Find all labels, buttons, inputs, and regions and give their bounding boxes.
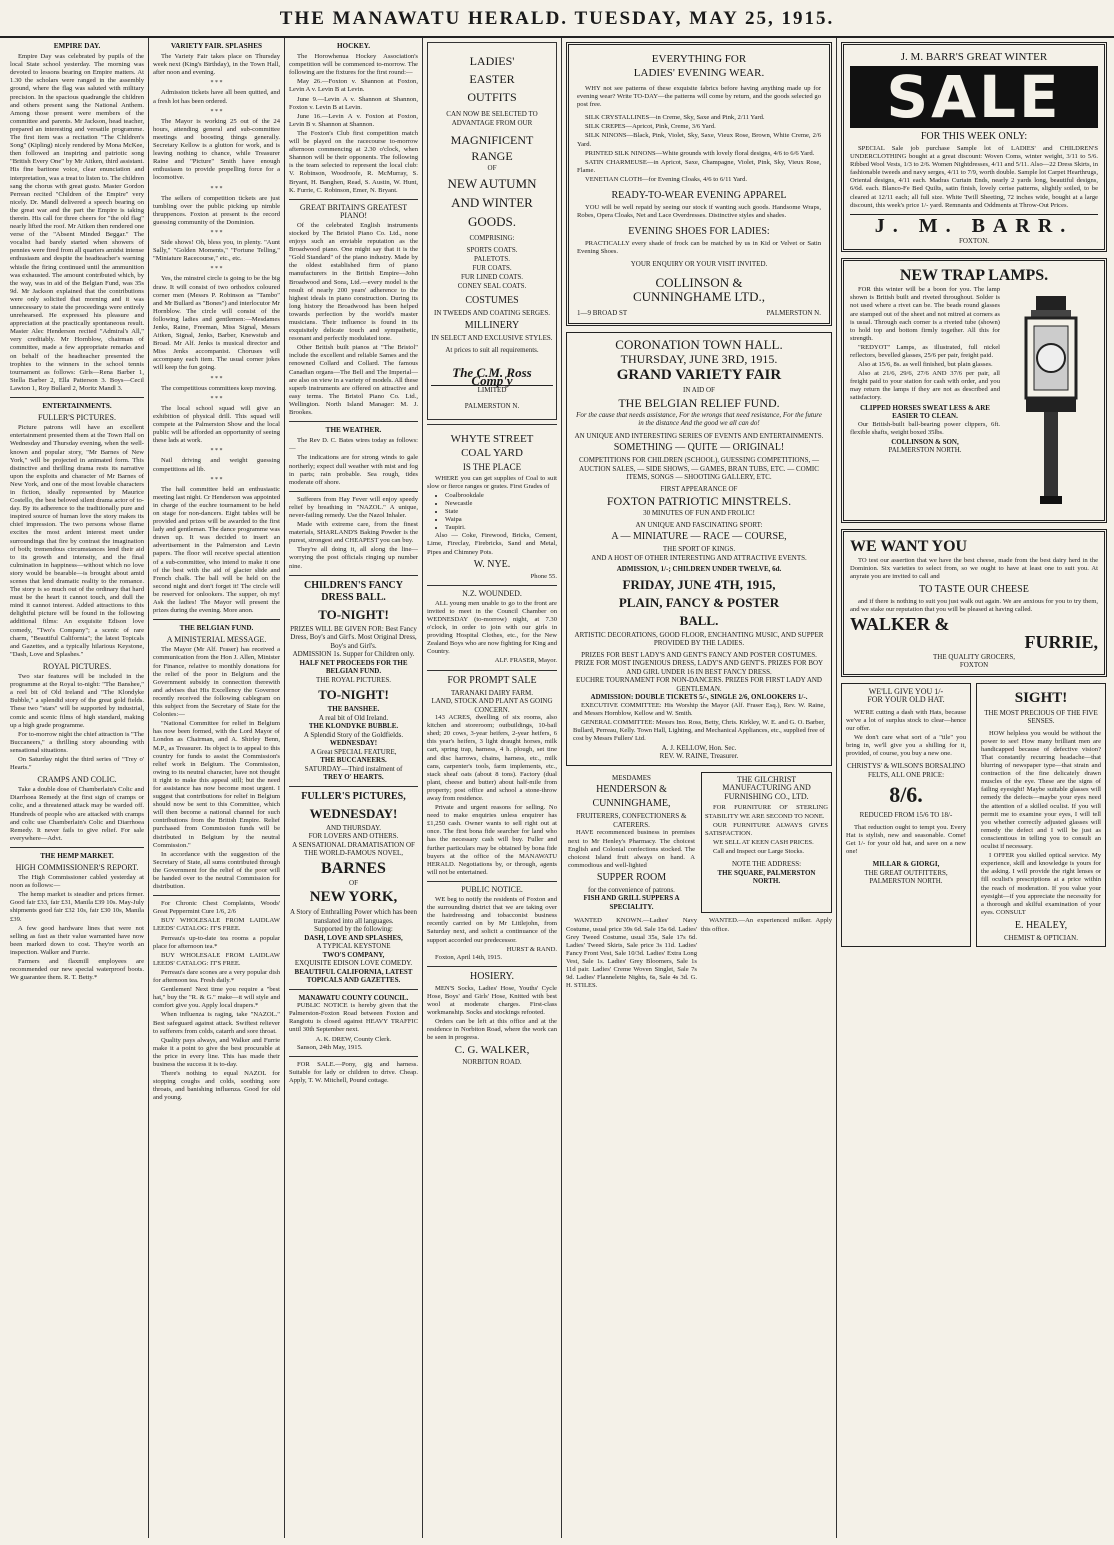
section-subheading: A MINISTERIAL MESSAGE.: [166, 635, 267, 645]
advert-line: When influenza is raging, take "NAZOL." Best safeguard against attack. Swiftest reliever to sufferers from colds, catarrh and sore throat.: [153, 1011, 280, 1035]
coal-item: • Coalbrookdale: [445, 492, 557, 500]
ad-heading: MILLINERY: [464, 319, 520, 331]
article-paragraph: 143 ACRES, dwelling of six rooms, also kitchen and storeroom; outbuildings, 10-bail shed; 20 cows, 3-year heifers, 2-year heifers, 6 this year's heifers, 3 light draught horses, milk cart, spring trap, harness, 4 h. plough, set tine and disc harrows, chains, harness, etc., milk cans, carpenter's tools, farm implements, etc., stack sheaf oats (about 8 tons). Factory (dual plant, cheese and butter) about half-mile from property; post office and school a stone-throw away from residence.: [427, 714, 557, 802]
ad-heading: FRIDAY, JUNE 4TH, 1915,: [622, 576, 776, 592]
section-subheading: CRAMPS AND COLIC.: [37, 775, 117, 785]
film-desc: SATURDAY—Third instalment of: [304, 764, 403, 773]
fabric-list: [577, 114, 821, 184]
ad-text: EXECUTIVE COMMITTEE: His Worship the Mayor (Alf. Fraser Esq.), Rev. W. Raine, and Messrs Hornblow, Kellow and W. Smith.: [573, 701, 825, 717]
film-title: TWO'S COMPANY,: [322, 950, 385, 959]
column-1: [10, 38, 144, 1538]
ad-text: HAVE recommenced business in premises next to Mr Henley's Pharmacy. The choicest English and Colonial confections stocked. The choicest Island fruit always on hand. A commodious and well-lighted: [568, 829, 695, 869]
belgian-fund-heading: THE BELGIAN FUND.: [179, 624, 254, 633]
film-desc: A Story of Enthralling Power which has been translated into all languages.: [290, 908, 417, 925]
ad-text: ADMISSION, 1/-; CHILDREN UNDER TWELVE, 6d.: [616, 565, 782, 573]
article-paragraph: WE beg to notify the residents of Foxton and the surrounding district that we are taking over the hairdressing and tobacconist business recently carried on by Mr Littlejohn, from Saturday next, and solicit a continuance of the support accorded our predecessor.: [427, 896, 557, 944]
column-6: [841, 38, 1107, 1538]
article-paragraph: Yes, the minstrel circle is going to be the big draw. It will consist of two orthodox coloured corner men (Messrs P. Robinson as "Tambo" and Mr Bullard as "Bones") and interlocutor Mr Hornblow. The circle will consist of the following ladies and gentlemen:—Mesdames Jenks, Raine, Freeman, Miss Signal, Messrs Aitken, Signal, Jenks, Barber, Knewstub and Broad. Mr Alf. Jenks is musical director and Miss Jenks accompanist. Choruses will accompany each item. The usual corner jokes will keep the fun going.: [153, 275, 280, 372]
cheese-advert: [841, 529, 1107, 676]
ross-advert: [427, 42, 557, 420]
advert-line: Gentlemen! Next time you require a "best hat," buy the "R. & G." make—it will style and comfort give you. Apply local drapers.*: [153, 986, 280, 1010]
ad-heading: J. M. BARR.: [850, 214, 1098, 234]
hemp-heading: THE HEMP MARKET.: [40, 851, 114, 860]
trap-lamp-icon: [1006, 286, 1096, 516]
article-paragraph: The indications are for strong winds to gale northerly; expect dull weather with mist and fog in parts; rain probable. Sea rough, tides moderate off shore.: [289, 454, 418, 486]
ad-heading: FOXTON PATRIOTIC MINSTRELS.: [606, 494, 792, 508]
ad-heading: THE GILCHRIST: [736, 774, 797, 784]
weather-heading: THE WEATHER.: [325, 426, 382, 435]
ad-text: FISH AND GRILL SUPPERS A SPECIALITY.: [583, 894, 680, 911]
ad-heading: RANGE: [471, 149, 513, 163]
film-title: THE KLONDYKE BUBBLE.: [308, 722, 399, 731]
ad-text: EUCHRE TOURNAMENT FOR NON-DANCERS. PRIZES FOR FIRST LADY AND GENTLEMAN.: [575, 676, 822, 693]
ad-text: MILLAR & GIORGI,: [872, 860, 940, 869]
gilchrist-advert: [701, 772, 832, 913]
ad-text: FOXTON.: [958, 236, 989, 245]
ad-text: COLLINSON & SON,: [891, 437, 959, 446]
ad-heading: GOODS.: [467, 213, 517, 229]
ad-heading: E. HEALEY,: [1014, 919, 1068, 931]
article-paragraph: In accordance with the suggestion of the Secretary of State, all sums contributed through the Government for the relief of the poor will be handed over to the neutral Commission for distribution.: [153, 850, 280, 891]
ad-heading: READY-TO-WEAR EVENING APPAREL: [611, 190, 787, 202]
ad-text: WE SELL AT KEEN CASH PRICES.: [713, 838, 814, 846]
ad-text: TO test our assertion that we have the best cheese, made from the best dairy herd in the Dominion. Six varieties to select from, so we ought to have at least one to suit you. At anyrate you are invited to call and: [850, 557, 1098, 581]
variety-fair-advert: [566, 332, 832, 766]
royal-pictures-heading: THE ROYAL PICTURES.: [316, 675, 391, 684]
ad-heading: IS THE PLACE: [462, 461, 522, 472]
article-paragraph: Picture patrons will have an excellent entertainment presented them at the Town Hall on Wednesday and Thursday evening, when the well-known and popular story, "Mr Barnes of New York," will be projected in animated form. This distinctive and thrilling drama rests its narrative upon the exploits and character of Mr Barnes of New York, and one of the most lovable characters in fiction, ideally represented by Maurice Costello, the best beloved silent drama actor of to-day. By its adherence to the traditionally pure and inspired source of human love the story makes its chief impression. The two persons whose flame excites the most ardent interest meet under surroundings that fire by contrast the imagination of both; tremendous circumstances lend their aid to its growth and intensity, and the final culmination in happiness—without which no love story would be bearable—is brought about amid scenes that lend dramatic reality to the romance. The story is so much out of the ordinary that hard must be the heart it cannot touch, and dull the mind it cannot interest. Added attractions to this delightful picture will be found in the following additional films: An exquisite Edison love comedy, "Two's Company"; a scenic of rare charm, "Beautiful California"; the latest Topicals and Gazettes, and a typically hilarious Keystone, "Dash, Love and Splashes.": [10, 424, 144, 658]
ad-heading: LADIES': [469, 54, 515, 68]
ad-text: "REDYOT" Lamps, as illustrated, full nickel reflectors, bevelled glasses, 25/6 per pair, freight paid.: [850, 343, 1000, 359]
ad-text: CHEMIST & OPTICIAN.: [1004, 933, 1078, 942]
article-paragraph: Private and urgent reasons for selling. No need to make enquiries unless enquirer has £1,250 cash. Owner wants to sell right out at once. The first bona fide searcher for land who has the necessary cash will buy. Fuller and further particulars may be obtained by bona fide buyers at the office of the MANAWATU HERALD. Negotiations by, or through, agents will not be entertained.: [427, 804, 557, 876]
coal-item: • Waipa: [445, 516, 557, 524]
article-paragraph: The hemp market is steadier and prices firmer. Good fair £33, fair £31, Manila £39 10s. May-July shipments good fair £32 10s, fair £30 10s, Manila £39.: [10, 891, 144, 923]
fullers-heading: FULLER'S PICTURES,: [301, 790, 406, 802]
ad-text: WE'RE cutting a dash with Hats, because we've a lot of surplus stock to clear—hence our offer.: [846, 708, 966, 732]
article-paragraph: Orders can be left at this office and at the residence in Norbiton Road, where the work can be seen in progress.: [427, 1018, 557, 1042]
article-paragraph: ALL young men unable to go to the front are invited to meet in the Council Chamber on WEDNESDAY (to-morrow) night, at 7.30 o'clock, in order to join with our girls in providing Hospital Clothes, etc., for the New Zealand Boys who are now fighting for King and Country.: [427, 599, 557, 656]
advert-line: HALF NET PROCEEDS FOR THE BELGIAN FUND.: [299, 658, 408, 676]
ad-text: SPECIAL Sale job purchase Sample lot of LADIES' and CHILDREN'S UNDERCLOTHING bought at a great discount: Woven Coms, winter weight, 3/11 to 5/6. Ribbed Wool Vests, 1/3 to 2/6. Women Nightdresses, 4/11 and 5/11. Also—22 Dress Skirts, in fashionable tweeds and navy serges, 4/11 to 7/9, worth double. Sample lot Carpet Hearthrugs, Oriental designs, 4/11 each. Madras Curtain Ends, nearly 2 yards long, beautiful designs, 6/6d. each. Blanco-Fe Bed Quilts, satin finish, lovely cerise patterns, slightly soiled, to be cleared at 12/11 each; all full size. White Twill Sheeting, 72 inches wide, bought at a large discount, this week's price 1/- yard. Remnants and Oddments at Throw-Out Prices.: [850, 145, 1098, 209]
ad-text: COMPRISING:: [469, 233, 515, 242]
column-3: [289, 38, 418, 1538]
column-5: [566, 38, 832, 1538]
section-subheading: PUBLIC NOTICE.: [461, 884, 523, 894]
fabric-item: SILK CRYSTALLINES—in Creme, Sky, Saxe and Pink, 2/11 Yard.: [585, 114, 765, 122]
ad-text: LIMITED: [477, 385, 507, 394]
ad-text: WHY not see patterns of these exquisite fabrics before having anything made up for evening wear? Write TO-DAY—the patterns will come by return, and the goods selected go post free.: [577, 85, 821, 109]
ad-heading: NEW TRAP LAMPS.: [899, 267, 1049, 285]
ad-text: AN UNIQUE AND INTERESTING SERIES OF EVENTS AND ENTERTAINMENTS.: [574, 431, 824, 440]
ad-text: Also at 21/6, 29/6, 27/6 AND 37/6 per pair, all freight paid to your station for cash with order, and you may return the lamps if they are not as described and satisfactory.: [850, 370, 1000, 402]
ad-heading: WALKER &: [850, 613, 950, 634]
advert-line: For Chronic Chest Complaints, Woods' Great Peppermint Cure 1/6, 2/6: [153, 900, 280, 916]
ad-heading: MAGNIFICENT: [450, 133, 534, 147]
section-subheading: ROYAL PICTURES.: [42, 661, 112, 671]
advert-line: Sufferers from Hay Fever will enjoy speedy relief by breathing in "NAZOL." A unique, never-failing remedy. Use the Nazol Inhaler.: [289, 495, 418, 519]
ad-text: At prices to suit all requirements.: [445, 346, 539, 354]
ad-text: PALMERSTON N.: [464, 402, 520, 411]
advert-line: Quality pays always, and Walker and Furrie make it a point to give the best procurable at the price in every line. This has made their business the success it is to-day.: [153, 1036, 280, 1068]
ad-heading: CORONATION TOWN HALL.: [615, 337, 783, 352]
article-paragraph: The Variety Fair takes place on Thursday week next (King's Birthday), in the Town Hall, after noon and evening.: [153, 53, 280, 77]
signature: HURST & RAND.: [506, 945, 557, 953]
advert-line: FOR SALE.—Pony, gig and harness. Suitable for lady or children to drive. Cheap. Apply, T. W. Mitchell, Pound cottage.: [289, 1060, 418, 1084]
ad-text: PALMERSTON N.: [766, 308, 821, 317]
article-paragraph: May 26.—Foxton v. Shannon at Foxton, Levin A v. Levin B at Levin.: [289, 78, 418, 94]
article-paragraph: Nail driving and weight guessing competitions ad lib.: [153, 457, 280, 473]
article-paragraph: The High Commissioner cabled yesterday at noon as follows:—: [10, 874, 144, 890]
film-desc: EXQUISITE EDISON LOVE COMEDY.: [294, 959, 413, 968]
ad-heading: BALL.: [679, 612, 719, 628]
collinson-advert: [566, 42, 832, 326]
ad-heading: WHYTE STREET: [450, 432, 534, 445]
ad-text: NOTE THE ADDRESS:: [731, 860, 802, 869]
ad-heading: COLLINSON &: [655, 274, 743, 290]
ad-heading: SIGHT!: [1014, 689, 1068, 706]
article-paragraph: The Rev D. C. Bates wires today as follows:—: [289, 437, 418, 453]
article-paragraph: Foxton, April 14th, 1915.: [435, 953, 503, 961]
ad-text: IN AID OF: [683, 386, 715, 394]
ad-text: We don't care what sort of a "tile" you bring in, we'll give you a shilling for it, provided, of course, you buy a new one.: [846, 734, 966, 758]
article-paragraph: MEN'S Socks, Ladies' Hose, Youths' Cycle Hose, Boys' and Girls' Hose, Knitted with best wool at moderate charges. First-class workmanship. Socks and stockings refooted.: [427, 984, 557, 1017]
advert-line: BUY WHOLESALE FROM LAIDLAW LEEDS' CATALOG: IT'S FREE.: [153, 917, 280, 933]
article-paragraph: On Saturday night the third series of "Trey o' Hearts.": [10, 755, 144, 772]
ad-text: Our British-built ball-bearing power clippers, 6ft. flexible shafts, weight boxed 35lbs.: [850, 420, 1000, 436]
film-title: DASH, LOVE AND SPLASHES,: [304, 933, 403, 942]
price-label: 8/6.: [889, 782, 923, 808]
ad-text: FIRST APPEARANCE OF: [660, 484, 738, 493]
barr-advert: [841, 42, 1107, 252]
article-paragraph: The Foxton's Club first competition match will be played on the racecourse to-morrow afternoon commencing at 2.30 o'clock, when Shannon will be their opponents. The following is the team selected to represent the local club: V. Robinson, Woodroofe, R. McMurray, S. Bryant, H. Banghen, Read, S. Austin, W. Hunt, K. Furrie, C. Robinson, Emer, N. Bryant.: [289, 129, 418, 194]
ad-heading: CUNNINGHAME LTD.,: [632, 288, 766, 304]
film-desc: AND THURSDAY.: [325, 823, 382, 832]
ad-text: THE SPORT OF KINGS.: [662, 545, 736, 553]
ad-heading: EASTER: [469, 72, 515, 86]
advert-line: ADMISSION 1s. Supper for Children only.: [292, 650, 415, 659]
column-rule: [422, 38, 423, 1538]
ad-heading: FOR PROMPT SALE: [447, 674, 537, 686]
ad-text: FOR FURNITURE OF STERLING STABILITY WE ARE SECOND TO NONE.: [705, 804, 828, 820]
article-paragraph: Two star features will be included in the programme at the Royal to-night: "The Banshee," a reel bit of Old Ireland and "The Klondyke Bubble," a splendid story of the great gold fields. These two "stars" will be supported by industrial, comic and scenic films of high standard, making up a high grade programme.: [10, 673, 144, 729]
advert-line: Made with extreme care, from the finest materials, SHARLAND'S Baking Powder is the purest, strongest and CHEAPEST you can buy.: [289, 521, 418, 545]
column-rule: [148, 38, 149, 1538]
article-paragraph: The sellers of competition tickets are just tumbling over the public picking up nimble thruppences. Foxton at present is the record guessing community of the Dominion.: [153, 194, 280, 226]
ad-heading: W. NYE.: [473, 558, 511, 570]
article-paragraph: The Mayor (Mr Alf. Fraser) has received a communication from the Hon J. Allen, Minister for Finance, relative to monthly donations for the relief of the poor in Belgium and the Government subsidy in connection therewith and advises that His Excellency the Governor recently received the following cablegram on this subject from the Secretary of State for the Colonies:—: [153, 646, 280, 719]
film-desc: A SENSATIONAL DRAMATISATION OF THE WORLD-FAMOUS NOVEL,: [292, 840, 415, 858]
ross-logo: The C.M. Ross Comp'y: [431, 369, 553, 386]
ad-text: MESDAMES: [612, 773, 651, 782]
ad-text: 1—9 BROAD ST: [577, 308, 628, 317]
ad-text: Also at 15/6, 8s. as well finished, but plain glasses.: [858, 361, 993, 369]
ad-heading: SOMETHING — QUITE — ORIGINAL!: [613, 442, 785, 453]
ad-text: AND A HOST OF OTHER INTERESTING AND ATTRACTIVE EVENTS.: [591, 553, 807, 562]
wednesday-heading: WEDNESDAY!: [309, 805, 398, 821]
ad-text: Call and Inspect our Large Stocks.: [713, 847, 805, 855]
hat-advert: [841, 683, 971, 948]
ad-text: I OFFER you skilled optical service. My experience, skill and knowledge is yours for the asking. I will provide the right lenses or fill oculist's prescriptions at a price within the reach of moderation. If you value your eyesight—if you appreciate the necessity for a thorough and skilful examination of your eyes. CONSULT: [981, 852, 1101, 916]
ad-heading: PLAIN, FANCY & POSTER: [618, 594, 780, 610]
fancy-dress-heading: CHILDREN'S FANCY DRESS BALL.: [304, 579, 403, 603]
trap-lamp-advert: [841, 258, 1107, 523]
garment-item: SPORTS COATS.: [466, 246, 518, 254]
ad-heading: HOSIERY.: [470, 970, 514, 982]
ad-text: PRACTICALLY every shade of frock can be matched by us in Kid or Velvet or Satin Evening Shoes.: [577, 240, 821, 256]
fabric-item: SILK NINONS—Black, Pink, Violet, Sky, Saxe, Vieux Rose, Brown, White Creme, 2/6 Yard.: [577, 132, 821, 148]
film-title: THE BANSHEE.: [327, 705, 380, 714]
ad-text: Also — Coke, Firewood, Bricks, Cement, Lime, Fireclay, Firebricks, Sand and Metal, Pipes and Chimney Pots.: [427, 532, 557, 556]
ad-text: PALMERSTON NORTH.: [869, 877, 943, 886]
ad-heading: WE'LL GIVE YOU 1/-: [868, 686, 944, 696]
ad-heading: FURRIE,: [1024, 631, 1098, 652]
ad-text: YOU will be well repaid by seeing our stock if wanting such goods. Handsome Wraps, Robes, Opera Cloaks, Net and Lace Overdresses. Distinctive styles and shades.: [577, 204, 821, 220]
garment-item: PALETOTS.: [474, 255, 510, 263]
ad-heading: COAL YARD: [461, 446, 523, 459]
ad-text: COMPETITIONS FOR CHILDREN (SCHOOL), GUESSING COMPETITIONS, — AUCTION SALES, — SIDE SHOWS, — GAMES, BRAN TUBS, ETC. — COMIC ITEMS, SONGS — SHOOTING GALLERY, ETC.: [579, 456, 819, 481]
article-paragraph: Take a double dose of Chamberlain's Colic and Diarrhoea Remedy at the first sign of cramps or colic, and a threatened attack may be warded off. Hundreds of people who are attacked with cramps and colic use Chamberlain's Colic and Diarrhoea Remedy. It never fails to give relief. For sale everywhere—Advt.: [10, 786, 144, 842]
ad-text: CAN NOW BE SELECTED TO ADVANTAGE FROM OUR: [446, 110, 538, 127]
article-paragraph: June 16.—Levin A v. Foxton at Foxton, Levin B v. Shannon at Shannon.: [289, 112, 418, 128]
ad-text: FRUITERERS, CONFECTIONERS & CATERERS.: [576, 812, 687, 829]
ad-text: TARANAKI DAIRY FARM.: [450, 688, 534, 697]
ad-text: PRIZES FOR BEST LADY'S AND GENT'S FANCY AND POSTER COSTUMES. PRIZE FOR MOST INGENIOUS DRESS, LADY'S AND GENT'S. PRIZES FOR BOY AND GIRL UNDER 16 IN BEST FANCY DRESS.: [574, 650, 824, 676]
film-desc: Supported by the following:: [314, 925, 393, 934]
film-desc: A TYPICAL KEYSTONE: [316, 942, 391, 951]
ad-heading: HENDERSON &: [596, 784, 667, 796]
ad-heading: MANUFACTURING AND: [722, 783, 811, 793]
article-paragraph: June 9.—Levin A v. Shannon at Shannon, Foxton v. Levin B at Levin.: [289, 95, 418, 111]
ad-heading: EVENING SHOES FOR LADIES:: [628, 226, 770, 238]
ad-heading: OUTFITS: [467, 90, 517, 104]
film-title: WEDNESDAY!: [329, 739, 378, 748]
ad-text: LAND, STOCK AND PLANT AS GOING CONCERN.: [431, 697, 553, 714]
article-paragraph: Empire Day was celebrated by pupils of the local State school yesterday. The morning was devoted to lessons bearing on Empire matters. At 1.30 the scholars were ranged in the assembly ground, where the flag was saluted with military precision. In the spacious quadrangle the children and others present sang the National Anthem. Among those present were members of the committee and parents. Mr Jackson, head teacher, prepared an interesting and versatile programme. The first item was a recitation "The Children's Song" (Kipling) nicely rendered by Mona McKee, then followed an inspiring and patriotic song "British Every One" by Mr Aitken, third assistant. His fine baritone voice, clear enunciation and interpretation, was a treat to listen to. The children sang the chorus with great gusto. Master Gordon Perrean recited "Children of the Empire" very nicely. Dr. Mandl delivered a speech bearing on the great war and the part the Empire is taking therein. His call for three cheers for "the old flag" nearly lifted the roof. Mr Aitken then rendered one verse of the "Absent Minded Beggar." The vocalist had barely started when showers of pennies were fired from all quarters amidst intense enthusiasm and despite the headteacher's warning whistle the firing continued until the ammunition was exhausted. The amount contributed which, by the way, was in aid of the Belgian Fund, was 35s 9d. Mr Jackson explained that the contributions were only solicited that morning and it was unnecessary to state the proceedings were entirely unrehearsed. He expressed his pleasure and appreciation at the practically spontaneous result. Master Alec Henderson recited "Admiral's All," very creditably. Mr Hornblow, chairman of committee, made a few appropriate remarks and on behalf of the headteacher presented the trophies to the winners in the school tennis tournament as follows: Girls—Rena Barber 1, Stella Barber 2, Ella Patterson 3. Boys—Cecil Lawton 1, Roy Bullard 2, Moritz Mandl 3.: [10, 53, 144, 392]
signature: REV. W. RAINE, Treasurer.: [659, 752, 739, 761]
tonight-heading: TO-NIGHT!: [318, 687, 389, 703]
article-paragraph: The Horowhenua Hockey Association's competition will be commenced to-morrow. The following are the fixtures for the first round:—: [289, 53, 418, 77]
coal-item: • Taupiri.: [445, 524, 557, 532]
fabric-item: SATIN CHARMEUSE—in Apricot, Saxe, Champagne, Violet, Pink, Sky, Vieux Rose, Flame.: [577, 158, 821, 174]
ad-text: CHRISTYS' & WILSON'S BORSALINO FELTS, ALL ONE PRICE:: [846, 762, 966, 779]
new-york-heading: NEW YORK,: [309, 889, 398, 906]
ad-text: For the cause that needs assistance, For the wrongs that need resistance, For the future in the distance And the good we all can do!: [576, 410, 822, 427]
article-paragraph: For to-morrow night the chief attraction is "The Buccaneers," a thrilling story abounding with sensational situations.: [10, 730, 144, 754]
ad-text: THE MOST PRECIOUS OF THE FIVE SENSES.: [984, 708, 1098, 726]
ad-text: HOW helpless you would be without the power to see! How many brilliant men are handicapped because of defective vision? That constantly recurring headache—that blurring of newspaper type—that strain and contraction of the fine delicately drawn muscles of the eye. These are the signs of failing eyesight! Maybe suitable glasses will remedy the defects—maybe your eyes need the attention of a skilled oculist. If you will permit me to examine your eyes, I will tell you whether correctly adjusted glasses will remedy the defect and I will be just as conscientious in telling you to consult an oculist if necessary.: [981, 729, 1101, 851]
advert-line: They're all doing it, all along the line—worrying the post officials ringing up number nine.: [289, 546, 418, 570]
ad-heading: NEW AUTUMN: [447, 175, 537, 191]
ad-heading: A — MINIATURE — RACE — COURSE,: [611, 531, 787, 542]
ad-text: That reduction ought to tempt you. Every Hat is stylish, new and seasonable. Come! Get 1/- for your old hat, and save on a new one!: [846, 823, 966, 856]
column-4: [427, 38, 557, 1538]
coal-item: • State: [445, 508, 557, 516]
advert-line: Perreau's up-to-date tea rooms a popular place for afternoon tea.*: [153, 934, 280, 950]
ad-text: NORBITON ROAD.: [462, 1058, 522, 1067]
ad-text: GENERAL COMMITTEE: Messrs Ino. Ross, Betty, Chris. Kirkley, W. E. and G. O. Barber, Bullard, Perreau, Kelly. Town Hall, Lighting, and Mechanical Appliances, etc., supplied free of cost by Messrs Fullers' Ltd.: [573, 718, 825, 742]
ad-heading: GRAND VARIETY FAIR: [616, 367, 782, 383]
signature: ALF. FRASER, Mayor.: [494, 657, 557, 665]
ad-text: PALMERSTON NORTH.: [888, 446, 962, 455]
article-paragraph: A few good hardware lines that were not selling as fast as their value warranted have now been marked down to cost. They're worth an inspection. Walker and Furrie.: [10, 924, 144, 956]
column-rule: [561, 38, 562, 1538]
ad-heading: SUPPER ROOM: [596, 871, 667, 883]
ad-heading: CUNNINGHAME,: [592, 798, 671, 810]
ad-text: FOXTON: [959, 661, 989, 670]
sale-banner: SALE: [850, 66, 1098, 128]
ad-heading: THURSDAY, JUNE 3RD, 1915.: [620, 352, 778, 366]
film-title: THE BUCCANEERS.: [320, 756, 387, 765]
fabric-item: VENETIAN CLOTH—for Evening Cloaks, 4/6 to 6/11 Yard.: [585, 175, 748, 183]
garment-item: FUR COATS.: [472, 264, 512, 272]
advert-line: BUY WHOLESALE FROM LAIDLAW LEEDS' CATALOG: IT'S FREE.: [153, 951, 280, 967]
fabric-item: SILK CREPES—Apricot, Pink, Creme, 3/6 Yard.: [585, 123, 716, 131]
film-title: BEAUTIFUL CALIFORNIA, LATEST TOPICALS AND GAZETTES.: [294, 967, 413, 985]
article-paragraph: PUBLIC NOTICE is hereby given that the Palmerston-Foxton Road between Foxton and Rangiotu is closed against HEAVY TRAFFIC until 30th September next.: [289, 1002, 418, 1034]
garment-list: [431, 246, 553, 291]
advert-line: Perreau's dare scones are a very popular dish for afternoon tea. Fresh daily.*: [153, 968, 280, 985]
column-rule: [284, 38, 285, 1538]
ad-heading: FOR YOUR OLD HAT.: [867, 695, 945, 705]
coal-item: • Newcastle: [445, 500, 557, 508]
garment-item: FUR LINED COATS.: [460, 273, 524, 281]
signature: A. K. DREW, County Clerk.: [315, 1035, 392, 1043]
ad-heading: THE BELGIAN RELIEF FUND.: [618, 395, 780, 410]
column-2: VARIETY FAIR. SPLASHES The Variety Fair takes place on Thursday week next (King's Birthday), in the Town Hall, after noon and evening. * * * Admission tickets have all been quitted, and a fresh lot has been ordered. * * * The Mayor is working 25 out of the 24 hours, attending general and sub-committee meetings and boosting things generally. Secretary Kellow is a glutton for work, and is leaving nothing to chance, while Treasurer Raine and "Picture" Smith have enough enthusiasm to provide propelling force for a locomotive. * * * The sellers of competition tickets are just tumbling over the public picking up nimble thruppences. Foxton at present is the record guessing community of the Dominion. * * * Side shows! Oh, bless you, in plenty. "Aunt Sally," "Golden Moments," "Fortune Telling," "Miniature Racecourse," etc., etc. * * * Yes, the minstrel circle is going to be the big draw. It will consist of two orthodox coloured corner men (Messrs P. Robinson as "Tambo" and Mr Bullard as "Bones") and interlocutor Mr Hornblow. The circle will consist of the following ladies and gentlemen:—Mesdames Jenks, Raine, Freeman, Miss Signal, Messrs Aitken, Signal, Jenks, Barber, Knewstub and Broad. Mr Alf. Jenks is musical director and Miss Jenks accompanist. Choruses will accompany each item. The usual corner jokes will keep the fun going. * * * The competitious committees keep moving. * * * The local school squad will give an exhibition of physical drill. This squad will compete at the Palmerston Show and the local public will be afforded an opportunity of seeing these lads at work. * * * Nail driving and weight guessing competitions ad lib. * * * The hall committee held an enthusiastic meeting last night. Cr Henderson was appointed in charge of the euchre tournament to be held on stage for non-dancers. Eight tables will be provided and prizes will be awarded to the first lady and gentleman. The dance programme was drawn up. It was decided to insert an advertisement in the Palmerston and Levin papers. The floor will receive special attention of a sub-committee, who intend to make it one of the best with the aid of glacier slide and French chalk. The ball will be held on the second night and don't forget it! The circle will be reserved for onlookers. The supper, oh my! Ask the ladies! The Mayor will present the prizes during the evening. More anon. THE BELGIAN FUND. A MINISTERIAL MESSAGE. The Mayor (Mr Alf. Fraser) has received a communication from the Hon J. Allen, Minister for Finance, relative to monthly donations for the relief of the poor in Belgium and the Government subsidy in connection therewith and advises that His Excellency the Governor recently received the following cablegram on this subject from the Secretary of State for the Colonies:— "National Committee for relief in Belgium has now been formed, with the Lord Mayor of London as Chairman, and A. Shirley Benn, M.P., as Treasurer. Its object is to appeal to this country for funds to assist the Commission's relief work in Belgium. The Commission, owing to its neutral character, have not thought it right to make this appeal still; but the need for assistance has now become most urgent. I suggest that contributions for relief in Belgium should now be sent to this Committee, which will then become a national channel for such contributions from the British Empire. Relief purchased from Commission funds will be distributed in Belgium by the neutral Commission." In accordance with the suggestion of the Secretary of State, all sums contributed through the Government for the relief of the poor will be handed over to the neutral Commission for distribution. For Chronic Chest Complaints, Woods' Great Peppermint Cure 1/6, 2/6 BUY WHOLESALE FROM LAIDLAW LEEDS' CATALOG: IT'S FREE. Perreau's up-to-date tea rooms a popular place for afternoon tea.* BUY WHOLESALE FROM LAIDLAW LEEDS' CATALOG: IT'S FREE. Perreau's dare scones are a very popular dish for afternoon tea. Fresh daily.* Gentlemen! Next time you require a "best hat," buy the "R. & G." make—it will style and comfort give you. Apply local drapers.* When influenza is raging, take "NAZOL." Best safeguard against attack. Swiftest reliever to sufferers from colds, catarrh and sore throat. Quality pays always, and Walker and Furrie make it a point to give the best procurable at the price in every line. This has made their business the success it is to-day. There's nothing to equal NAZOL for stopping coughs and colds, soothing sore throats, and banishing influenza. Good for old and young.: [153, 42, 280, 1102]
ad-text: AN UNIQUE AND FASCINATING SPORT:: [635, 520, 763, 529]
article-paragraph: Farmers and flaxmill employees are recommended our new special waterproof boots. We guarantee them. R. T. Betty.*: [10, 958, 144, 982]
ad-heading: WE WANT YOU: [850, 538, 968, 556]
column-rule: [836, 38, 837, 1538]
ad-text: FOR this winter will be a boon for you. The lamp shown is British built and riveted throughout. Solder is not used where a rivet can be. The beads round glasses are stamped out of the sheet and not mitred at corners as is usual. Through each corner is a riveted tube (shown) to hold top and bottom firmly together. All this for strength.: [850, 286, 1000, 342]
ad-text: OF: [487, 164, 497, 172]
ad-text: WHERE you can get supplies of Coal to suit slow or fierce ranges or grates. First Grades of: [427, 474, 557, 490]
ad-text: OUR FURNITURE ALWAYS GIVES SATISFACTION.: [705, 821, 828, 837]
film-title: TREY O' HEARTS.: [323, 773, 384, 782]
section-subheading: HIGH COMMISSIONER'S REPORT.: [15, 863, 139, 872]
ad-heading: AND WINTER: [451, 194, 533, 210]
variety-fair-heading: VARIETY FAIR. SPLASHES: [170, 42, 263, 50]
ad-text: THE GREAT OUTFITTERS,: [864, 868, 948, 877]
article-paragraph: Side shows! Oh, bless you, in plenty. "Aunt Sally," "Golden Moments," "Fortune Telling," "Miniature Racecourse," etc., etc.: [153, 239, 280, 263]
ad-text: Phone 55.: [530, 572, 557, 580]
ad-text: 30 MINUTES OF FUN AND FROLIC!: [643, 509, 755, 517]
film-desc: A real bit of Old Ireland.: [318, 713, 389, 722]
ad-text: ARTISTIC DECORATIONS, GOOD FLOOR, ENCHANTING MUSIC, AND SUPPER PROVIDED BY THE LADIES.: [574, 630, 824, 647]
article-paragraph: The local school squad will give an exhibition of physical drill. This squad will compete at the Palmerston Show and the local public will be afforded an opportunity of seeing these lads at work.: [153, 404, 280, 445]
ad-text: for the convenience of patrons.: [588, 885, 675, 894]
ad-text: CLIPPED HORSES SWEAT LESS & ARE EASIER TO CLEAN.: [860, 403, 990, 421]
ad-heading: C. G. WALKER,: [454, 1044, 530, 1057]
film-desc: A Splendid Story of the Goldfields.: [303, 730, 404, 739]
barnes-heading: BARNES: [321, 859, 386, 877]
film-desc: A Great SPECIAL FEATURE,: [310, 747, 397, 756]
piano-heading: GREAT BRITAIN'S GREATEST PIANO!: [299, 202, 408, 220]
ad-heading: FOR THIS WEEK ONLY:: [920, 131, 1028, 142]
ad-text: IN TWEEDS AND COATING SERGES.: [434, 309, 550, 317]
ad-heading: J. M. BARR'S GREAT WINTER: [900, 51, 1048, 63]
ad-text: and if there is nothing to suit you just walk out again. We are anxious for you to try them, and we stake our reputation that you will be pleased at having called.: [850, 597, 1098, 613]
ad-text: ADMISSION: DOUBLE TICKETS 5/-, SINGLE 2/6, ONLOOKERS 1/-.: [590, 693, 808, 701]
ad-text: THE QUALITY GROCERS,: [933, 652, 1015, 661]
hockey-heading: HOCKEY.: [336, 42, 371, 50]
empire-day-heading: EMPIRE DAY.: [53, 42, 101, 50]
section-subheading: N.Z. WOUNDED.: [462, 588, 522, 598]
ad-text: THE SQUARE, PALMERSTON NORTH.: [717, 868, 816, 886]
film-desc: OF: [349, 878, 358, 887]
article-paragraph: The Mayor is working 25 out of the 24 hours, attending general and sub-committee meetings and boosting things generally. Secretary Kellow is a glutton for work, and is leaving nothing to chance, while Treasurer Raine and "Picture" Smith have enough enthusiasm to provide propelling force for a locomotive.: [153, 117, 280, 182]
ad-heading: COSTUMES: [465, 295, 519, 306]
article-paragraph: Other British built pianos at "The Bristol" include the excellent and reliable Sames and the renowned Collard and Collard. The famous Canadian organs—The Bell and The Imperial—are also on view in a variety of models. All these superb instruments are offered on attractive and easy terms. The Bristol Piano Co. Ltd., Wellington. North Island Manager: M. J. Brookes.: [289, 344, 418, 417]
article-paragraph: Admission tickets have all been quitted, and a fresh lot has been ordered.: [153, 89, 280, 105]
article-paragraph: Of the celebrated English instruments stocked by The Bristol Piano Co. Ltd., none enjoys such an enviable reputation as the Broadwood piano. One might say that it is the "Gold Standard" of the piano industry. Made by the oldest established firm of piano manufacturers in the British Empire—John Broadwood and Sons, Ltd.—every model is the result of nearly 200 years' adherence to the highest ideals in piano construction. During its long history the Broadwood has been helped towards perfection by the world's master musicians. Their influence is found in its exquisitely delicate touch and sympathetic, resonant and perfectly modulated tone.: [289, 221, 418, 343]
advert-line: PRIZES WILL BE GIVEN FOR: Best Fancy Dress, Boy's and Girl's. Most Original Dress, Boy's and Girl's.: [290, 624, 417, 650]
ad-heading: EVERYTHING FOR: [651, 53, 747, 65]
masthead: THE MANAWATU HERALD. TUESDAY, MAY 25, 1915.: [0, 8, 1114, 38]
optician-advert: [976, 683, 1106, 948]
ad-heading: FURNISHING CO., LTD.: [724, 791, 809, 801]
coal-list: [427, 492, 557, 532]
article-paragraph: The competitious committees keep moving.: [161, 384, 277, 392]
ad-text: IN SELECT AND EXCLUSIVE STYLES.: [431, 333, 553, 342]
signature: A. J. KELLOW, Hon. Sec.: [661, 743, 737, 752]
entertainments-heading: ENTERTAINMENTS.: [42, 402, 112, 411]
henderson-advert: [566, 772, 697, 913]
film-desc: FOR LOVERS AND OTHERS.: [308, 832, 399, 841]
article-paragraph: The hall committee held an enthusiastic meeting last night. Cr Henderson was appointed in charge of the euchre tournament to be held on stage for non-dancers. Eight tables will be provided and prizes will be awarded to the first lady and gentleman. The dance programme was drawn up. It was decided to insert an advertisement in the Palmerston and Levin papers. The floor will receive special attention of a sub-committee, who intend to make it one of the best with the aid of glacier slide and French chalk. The ball will be held on the second night and don't forget it! The circle will be reserved for onlookers. The supper, oh my! Ask the ladies! The Mayor will present the prizes during the evening. More anon.: [153, 485, 280, 615]
article-paragraph: Sanson, 24th May, 1915.: [297, 1043, 363, 1051]
ad-heading: LADIES' EVENING WEAR.: [633, 67, 765, 79]
ad-text: WANTED KNOWN.—Ladies' Navy Costume, usual price 39s 6d. Sale 15s 6d. Ladies' Grey Tweed Costume, usual 35s, Sale 17s 6d. Ladies' Tweed Skirts, Sale price 3s 11d. Ladies' Fancy Front Vest, Sale 10/3d. Ladies' Extra Long Vest, Sale 1s. Ladies' Grey Bloomers, Sale 1s 11d pair. Ladies' Creme Woven Singlet, Sale 7s 9d. Ladies' Flannelette Nights, 6s, Sale 4s 3d. G. H. STILES.: [566, 917, 697, 990]
ad-text: YOUR ENQUIRY OR YOUR VISIT INVITED.: [630, 260, 768, 269]
ad-heading: TO TASTE OUR CHEESE: [919, 583, 1029, 595]
article-paragraph: "National Committee for relief in Belgium has now been formed, with the Lord Mayor of London as Chairman, and A. Shirley Benn, M.P., as Treasurer. Its object is to appeal to this country for funds to assist the Commission's relief work in Belgium. The Commission, owing to its neutral character, have not thought it right to make this appeal still; but the need for assistance has now become most urgent. I suggest that contributions for relief in Belgium should now be sent to this Committee, which will then become a national channel for such contributions from the British Empire. Relief purchased from Commission funds will be distributed in Belgium by the neutral Commission.": [153, 720, 280, 849]
ad-text: WANTED.—An experienced milker. Apply this office.: [701, 917, 832, 933]
advert-line: There's nothing to equal NAZOL for stopping coughs and colds, soothing sore throats, and banishing influenza. Good for old and young.: [153, 1070, 280, 1102]
council-heading: MANAWATU COUNTY COUNCIL.: [298, 993, 409, 1002]
section-subheading: FULLER'S PICTURES.: [38, 413, 116, 423]
fabric-item: PRINTED SILK NINONS—White grounds with lovely floral designs, 4/6 to 6/6 Yard.: [585, 149, 815, 157]
garment-item: CONEY SEAL COATS.: [457, 282, 527, 290]
ad-text: REDUCED FROM 15/6 TO 18/-: [859, 811, 953, 820]
tonight-heading: TO-NIGHT!: [318, 606, 389, 622]
